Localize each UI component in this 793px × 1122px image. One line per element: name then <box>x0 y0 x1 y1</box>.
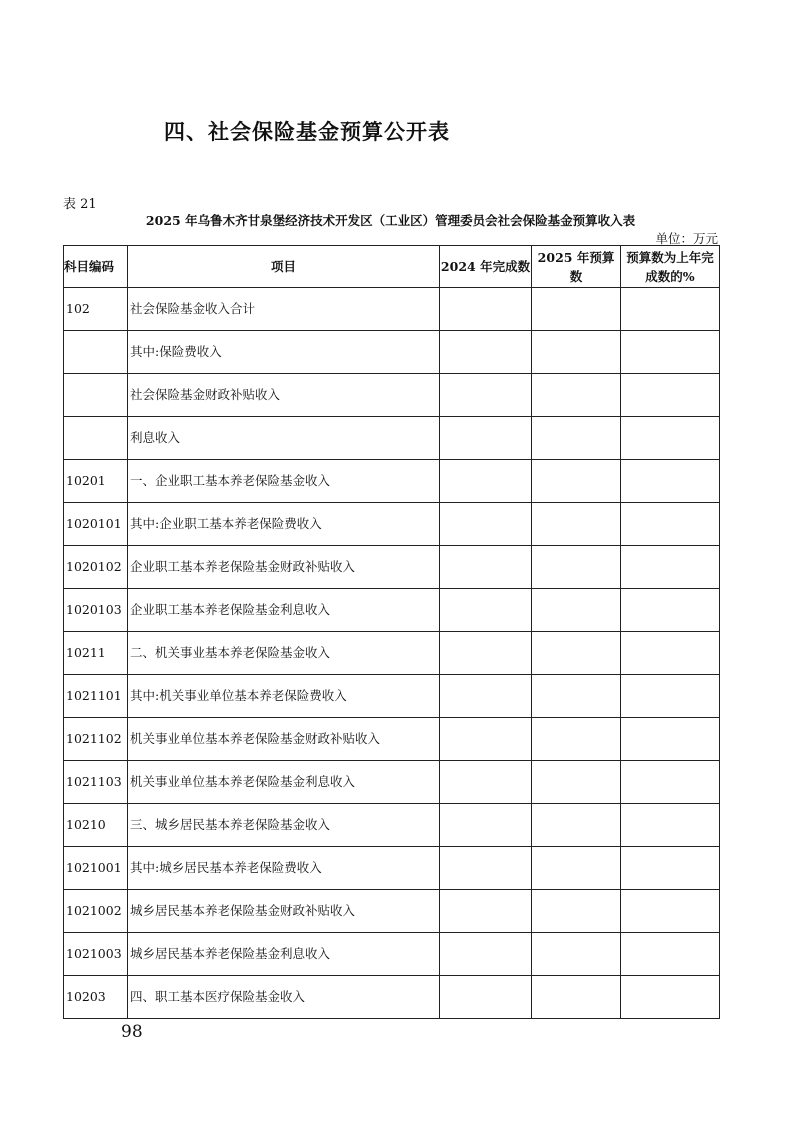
row-budget-2025 <box>532 546 621 589</box>
row-completed-2024 <box>440 890 532 933</box>
row-code: 1021103 <box>64 761 128 804</box>
header-completed-2024: 2024 年完成数 <box>440 246 532 288</box>
header-ratio: 预算数为上年完成数的% <box>621 246 720 288</box>
table-row <box>64 976 720 1019</box>
table-row <box>64 675 720 718</box>
row-budget-2025 <box>532 847 621 890</box>
row-completed-2024 <box>440 331 532 374</box>
row-completed-2024 <box>440 546 532 589</box>
header-budget-2025: 2025 年预算数 <box>532 246 621 288</box>
table-row <box>64 503 720 546</box>
budget-revenue-table <box>63 245 720 1019</box>
unit-label: 单位：万元 <box>655 231 718 246</box>
row-budget-2025 <box>532 976 621 1019</box>
row-code: 1020103 <box>64 589 128 632</box>
row-code: 1021101 <box>64 675 128 718</box>
row-budget-2025 <box>532 417 621 460</box>
row-code: 1021003 <box>64 933 128 976</box>
row-budget-2025 <box>532 933 621 976</box>
table-row <box>64 460 720 503</box>
table-row <box>64 847 720 890</box>
row-budget-2025 <box>532 675 621 718</box>
table-header-row <box>64 246 720 288</box>
row-code: 10201 <box>64 460 128 503</box>
row-completed-2024 <box>440 847 532 890</box>
row-ratio <box>621 976 720 1019</box>
row-item: 社会保险基金财政补贴收入 <box>128 374 440 417</box>
table-row <box>64 933 720 976</box>
table-row <box>64 589 720 632</box>
row-ratio <box>621 890 720 933</box>
table-row <box>64 632 720 675</box>
row-budget-2025 <box>532 589 621 632</box>
row-ratio <box>621 460 720 503</box>
table-title: 2025 年乌鲁木齐甘泉堡经济技术开发区（工业区）管理委员会社会保险基金预算收入表 <box>145 213 636 228</box>
table-row <box>64 546 720 589</box>
row-budget-2025 <box>532 804 621 847</box>
row-budget-2025 <box>532 374 621 417</box>
row-budget-2025 <box>532 503 621 546</box>
row-ratio <box>621 589 720 632</box>
row-code <box>64 417 128 460</box>
row-item: 其中:机关事业单位基本养老保险费收入 <box>128 675 440 718</box>
table-row <box>64 331 720 374</box>
row-completed-2024 <box>440 933 532 976</box>
row-ratio <box>621 933 720 976</box>
row-ratio <box>621 546 720 589</box>
row-item: 城乡居民基本养老保险基金利息收入 <box>128 933 440 976</box>
row-code: 10211 <box>64 632 128 675</box>
row-completed-2024 <box>440 718 532 761</box>
row-item: 四、职工基本医疗保险基金收入 <box>128 976 440 1019</box>
row-completed-2024 <box>440 417 532 460</box>
row-completed-2024 <box>440 632 532 675</box>
row-budget-2025 <box>532 460 621 503</box>
row-budget-2025 <box>532 718 621 761</box>
row-completed-2024 <box>440 460 532 503</box>
row-code: 1020102 <box>64 546 128 589</box>
table-row <box>64 890 720 933</box>
table-row <box>64 804 720 847</box>
row-budget-2025 <box>532 890 621 933</box>
row-item: 城乡居民基本养老保险基金财政补贴收入 <box>128 890 440 933</box>
row-item: 企业职工基本养老保险基金利息收入 <box>128 589 440 632</box>
row-ratio <box>621 374 720 417</box>
row-code: 1021002 <box>64 890 128 933</box>
row-ratio <box>621 288 720 331</box>
row-ratio <box>621 632 720 675</box>
table-row <box>64 761 720 804</box>
row-ratio <box>621 417 720 460</box>
row-item: 一、企业职工基本养老保险基金收入 <box>128 460 440 503</box>
row-item: 机关事业单位基本养老保险基金财政补贴收入 <box>128 718 440 761</box>
row-ratio <box>621 761 720 804</box>
row-item: 其中:企业职工基本养老保险费收入 <box>128 503 440 546</box>
row-item: 企业职工基本养老保险基金财政补贴收入 <box>128 546 440 589</box>
table-row <box>64 417 720 460</box>
row-ratio <box>621 718 720 761</box>
row-budget-2025 <box>532 761 621 804</box>
row-code: 10210 <box>64 804 128 847</box>
row-completed-2024 <box>440 374 532 417</box>
row-completed-2024 <box>440 589 532 632</box>
row-code: 1020101 <box>64 503 128 546</box>
header-item: 项目 <box>128 246 440 288</box>
row-budget-2025 <box>532 288 621 331</box>
table-row <box>64 374 720 417</box>
row-item: 社会保险基金收入合计 <box>128 288 440 331</box>
row-completed-2024 <box>440 976 532 1019</box>
page-number: 98 <box>121 1022 143 1042</box>
row-code: 1021001 <box>64 847 128 890</box>
row-code <box>64 374 128 417</box>
row-code: 102 <box>64 288 128 331</box>
row-completed-2024 <box>440 288 532 331</box>
row-item: 其中:保险费收入 <box>128 331 440 374</box>
row-ratio <box>621 503 720 546</box>
row-budget-2025 <box>532 632 621 675</box>
section-heading: 四、社会保险基金预算公开表 <box>164 120 450 144</box>
row-ratio <box>621 804 720 847</box>
row-item: 二、机关事业基本养老保险基金收入 <box>128 632 440 675</box>
row-item: 三、城乡居民基本养老保险基金收入 <box>128 804 440 847</box>
row-completed-2024 <box>440 675 532 718</box>
row-ratio <box>621 331 720 374</box>
row-code: 1021102 <box>64 718 128 761</box>
table-row <box>64 718 720 761</box>
row-item: 利息收入 <box>128 417 440 460</box>
row-item: 机关事业单位基本养老保险基金利息收入 <box>128 761 440 804</box>
row-ratio <box>621 675 720 718</box>
header-code: 科目编码 <box>64 246 128 288</box>
row-completed-2024 <box>440 503 532 546</box>
table-number: 表 21 <box>63 197 97 212</box>
row-completed-2024 <box>440 804 532 847</box>
row-code: 10203 <box>64 976 128 1019</box>
row-ratio <box>621 847 720 890</box>
row-code <box>64 331 128 374</box>
row-completed-2024 <box>440 761 532 804</box>
row-item: 其中:城乡居民基本养老保险费收入 <box>128 847 440 890</box>
row-budget-2025 <box>532 331 621 374</box>
table-row <box>64 288 720 331</box>
